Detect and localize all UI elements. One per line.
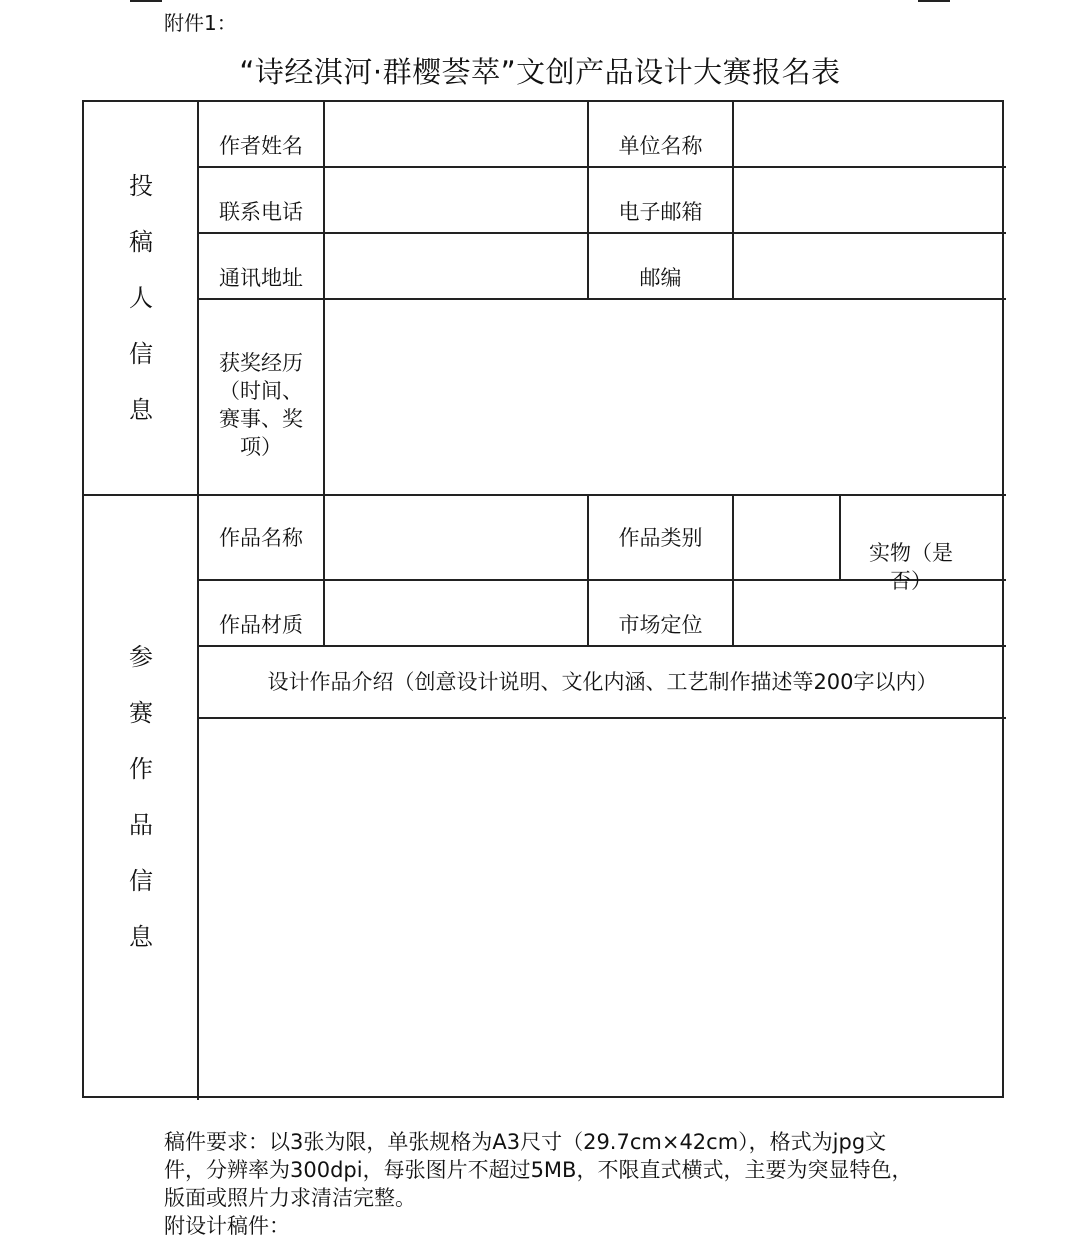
awards-label: 获奖经历（时间、赛事、奖项）: [219, 351, 303, 459]
intro-field[interactable]: [199, 719, 1006, 1096]
registration-form-table: [82, 100, 1004, 1098]
intro-heading: 设计作品介绍（创意设计说明、文化内涵、工艺制作描述等200字以内）: [267, 670, 938, 694]
phone-label: 联系电话: [219, 200, 303, 224]
email-label: 电子邮箱: [618, 200, 703, 224]
material-label: 作品材质: [219, 613, 303, 637]
column-divider: [839, 494, 841, 581]
organization-field[interactable]: [734, 102, 1006, 166]
postcode-label: 邮编: [639, 266, 682, 290]
attach-drafts-label: 附设计稿件：: [164, 1214, 290, 1238]
work-name-field[interactable]: [325, 496, 587, 579]
awards-field[interactable]: [325, 300, 1006, 494]
category-label: 作品类别: [618, 525, 703, 550]
address-field[interactable]: [325, 234, 587, 298]
page-edge-mark-right: [918, 0, 950, 2]
organization-label: 单位名称: [618, 134, 703, 158]
page-title: “诗经淇河·群樱荟萃”文创产品设计大赛报名表: [239, 55, 841, 89]
address-label: 通讯地址: [219, 266, 303, 290]
category-field[interactable]: [734, 496, 839, 579]
email-field[interactable]: [734, 168, 1006, 232]
physical-label: 实物（是否）: [869, 540, 953, 593]
postcode-field[interactable]: [734, 234, 1006, 298]
author-name-field[interactable]: [325, 102, 587, 166]
work-section-heading: 参赛作品信息: [129, 643, 153, 951]
market-label: 市场定位: [618, 613, 703, 637]
attachment-label: 附件1：: [164, 11, 237, 35]
market-field[interactable]: [734, 581, 1006, 645]
work-name-label: 作品名称: [219, 525, 303, 550]
phone-field[interactable]: [325, 168, 587, 232]
contributor-section-heading: 投稿人信息: [129, 172, 153, 424]
requirements-text: 稿件要求：以3张为限，单张规格为A3尺寸（29.7cm×42cm），格式为jpg文件，分辨率为300dpi，每张图片不超过5MB，不限直式横式，主要为突显特色，版面或照片力求清洁完整。: [164, 1130, 913, 1210]
material-field[interactable]: [325, 581, 587, 645]
page-edge-mark-left: [130, 0, 162, 2]
submission-notes: [164, 1128, 924, 1240]
author-name-label: 作者姓名: [219, 134, 303, 158]
